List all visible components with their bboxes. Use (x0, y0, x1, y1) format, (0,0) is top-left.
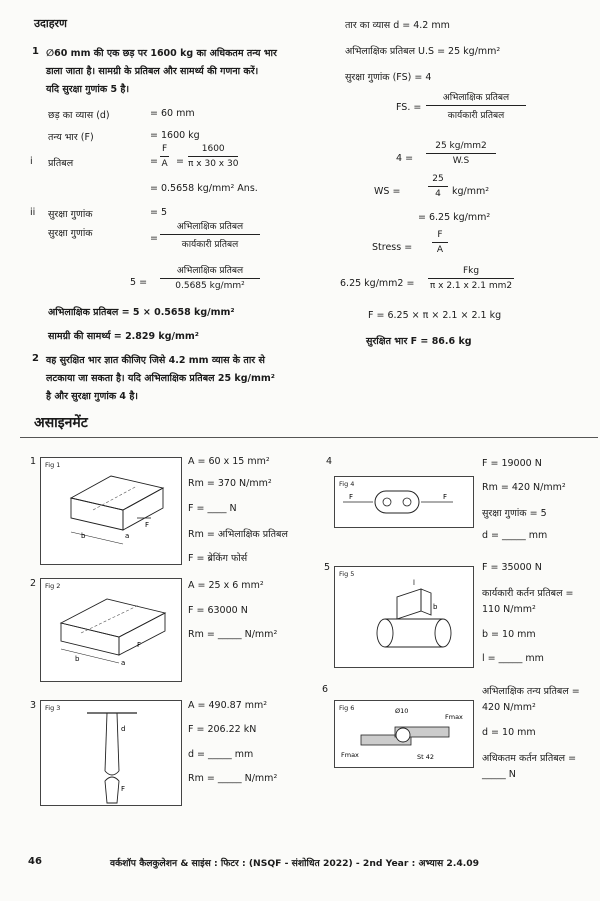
fig1-drawing (41, 458, 181, 564)
item3-line2: F = 206.22 kN (188, 724, 257, 735)
ws-lhs: WS = (374, 186, 401, 197)
svg-text:a: a (121, 659, 126, 667)
fig5-label: Fig 5 (339, 570, 355, 578)
svg-text:d: d (121, 725, 126, 733)
item6-line4: अधिकतम कर्तन प्रतिबल = (482, 753, 577, 764)
five-eq: 5 = (130, 277, 148, 288)
svg-text:Ø10: Ø10 (395, 707, 409, 715)
stress-frac: $\frac{F}{A}$ (432, 230, 448, 255)
svg-text:b: b (81, 532, 86, 540)
fig2-drawing (41, 579, 181, 681)
fs-frac: अभिलाक्षिक प्रतिबल कार्यकारी प्रतिबल (426, 90, 526, 121)
fig3-label: Fig 3 (45, 704, 61, 712)
eq-sign: = (150, 156, 158, 167)
fig1-box (40, 457, 182, 565)
item1-line2: Rm = 370 N/mm² (188, 478, 272, 489)
eq-sign-3: = (150, 233, 158, 244)
part-ii-roman: ii (30, 207, 36, 218)
item6-line1: अभिलाक्षिक तन्य प्रतिबल = (482, 686, 580, 697)
fig6-label: Fig 6 (339, 704, 355, 712)
part-ii-result1: अभिलाक्षिक प्रतिबल = 5 × 0.5658 kg/mm² (48, 307, 235, 318)
item6-line3: d = 10 mm (482, 727, 536, 738)
example-heading: उदाहरण (34, 17, 68, 30)
frac-1600: $\frac{1600}{\text{π x 30 x 30}}$ (188, 144, 239, 169)
item4-number: 4 (326, 456, 333, 467)
item1-line3: F = ____ N (188, 503, 237, 514)
item3-line1: A = 490.87 mm² (188, 700, 268, 711)
fig1-label: Fig 1 (45, 461, 61, 469)
fig5-box (334, 566, 474, 668)
item1-number: 1 (30, 456, 37, 467)
svg-text:F: F (349, 493, 354, 501)
fig2-label: Fig 2 (45, 582, 61, 590)
s625-lhs: 6.25 kg/mm2 = (340, 278, 415, 289)
svg-text:F: F (137, 641, 142, 649)
q1-line3: यदि सुरक्षा गुणांक 5 है। (46, 84, 130, 95)
s625-frac: Fkg π x 2.1 x 2.1 mm2 (429, 266, 513, 291)
item1-line4: Rm = अभिलाक्षिक प्रतिबल (188, 529, 288, 540)
f-line: F = 6.25 × π × 2.1 × 2.1 kg (368, 310, 502, 321)
ws-frac: $\frac{25}{4}$ (428, 174, 448, 199)
item4-line4: d = _____ mm (482, 530, 548, 541)
svg-text:F: F (145, 521, 150, 529)
item5-line5: l = _____ mm (482, 653, 544, 664)
given-d-value: = 60 mm (150, 108, 195, 119)
svg-text:Fmax: Fmax (445, 713, 463, 721)
svg-text:l: l (413, 579, 415, 587)
item3-line4: Rm = _____ N/mm² (188, 773, 278, 784)
item5-line1: F = 35000 N (482, 562, 542, 573)
part-ii-value1: = 5 (150, 207, 168, 218)
item4-line3: सुरक्षा गुणांक = 5 (482, 508, 547, 519)
eq-sign-2: = (176, 156, 184, 167)
fig4-drawing (335, 477, 473, 527)
part-i-roman: i (30, 156, 33, 167)
svg-text:a: a (125, 532, 130, 540)
four-lhs: 4 = (396, 153, 414, 164)
fig4-label: Fig 4 (339, 480, 355, 488)
q1-line2: डाला जाता है। सामग्री के प्रतिबल और सामर्थ्य की गणना करें। (46, 66, 259, 77)
fig6-box (334, 700, 474, 768)
item5-line2: कार्यकारी कर्तन प्रतिबल = (482, 588, 574, 599)
svg-text:F: F (443, 493, 448, 501)
right-l1: तार का व्यास d = 4.2 mm (345, 20, 450, 31)
item2-number: 2 (30, 578, 37, 589)
given-d-label: छड़ का व्यास (d) (48, 110, 110, 121)
fig5-drawing (335, 567, 473, 667)
item2-line1: A = 25 x 6 mm² (188, 580, 264, 591)
ws-result: = 6.25 kg/mm² (418, 212, 491, 223)
frac-ratio-2: अभिलाक्षिक प्रतिबल 0.5685 kg/mm² (160, 263, 260, 291)
item3-number: 3 (30, 700, 37, 711)
footer-text: वर्कशॉप कैलकुलेशन & साइंस : फिटर : (NSQF - संशोधित 2022) - 2nd Year : अभ्यास 2.4.09 (110, 858, 479, 869)
fs-lhs: FS. = (396, 102, 422, 113)
fig3-drawing (41, 701, 181, 805)
item5-line3: 110 N/mm² (482, 604, 536, 615)
item1-line1: A = 60 x 15 mm² (188, 456, 270, 467)
part-i-result: = 0.5658 kg/mm² Ans. (150, 183, 258, 194)
ws-unit: kg/mm² (452, 186, 490, 197)
svg-text:b: b (433, 603, 438, 611)
stress-lhs: Stress = (372, 242, 413, 253)
part-ii-result2: सामग्री की सामर्थ्य = 2.829 kg/mm² (48, 331, 199, 342)
assignment-heading: असाइनमेंट (34, 415, 88, 431)
fig6-drawing (335, 701, 473, 767)
q2-line3: है और सुरक्षा गुणांक 4 है। (46, 391, 138, 402)
item5-line4: b = 10 mm (482, 629, 536, 640)
fig4-box (334, 476, 474, 528)
svg-text:F: F (121, 785, 126, 793)
item6-number: 6 (322, 684, 329, 695)
q2-number: 2 (32, 353, 39, 364)
part-ii-label1: सुरक्षा गुणांक (48, 209, 93, 220)
fig2-box (40, 578, 182, 682)
item3-line3: d = _____ mm (188, 749, 254, 760)
item2-line2: F = 63000 N (188, 605, 248, 616)
svg-text:St 42: St 42 (417, 753, 435, 761)
item2-line3: Rm = _____ N/mm² (188, 629, 278, 640)
q1-line1: ∅60 mm की एक छड़ पर 1600 kg का अधिकतम तन्य भार (46, 48, 277, 59)
fig3-box (40, 700, 182, 806)
item6-line5: _____ N (482, 769, 516, 780)
svg-text:b: b (75, 655, 80, 663)
svg-text:Fmax: Fmax (341, 751, 359, 759)
item1-line5: F = ब्रेकिंग फोर्स (188, 553, 248, 564)
safe-load: सुरक्षित भार F = 86.6 kg (366, 336, 472, 347)
item4-line1: F = 19000 N (482, 458, 542, 469)
right-l2: अभिलाक्षिक प्रतिबल U.S = 25 kg/mm² (345, 46, 501, 57)
four-frac: $\frac{25 kg/mm2}{W.S}$ (426, 141, 496, 166)
given-f-label: तन्य भार (F) (48, 132, 94, 143)
part-ii-label2: सुरक्षा गुणांक (48, 228, 93, 239)
part-i-label: प्रतिबल (48, 158, 74, 169)
section-divider (20, 437, 598, 438)
q2-line1: वह सुरक्षित भार ज्ञात कीजिए जिसे 4.2 mm व्यास के तार से (46, 355, 265, 366)
item6-line2: 420 N/mm² (482, 702, 536, 713)
frac-ratio: अभिलाक्षिक प्रतिबल कार्यकारी प्रतिबल (160, 219, 260, 250)
item5-number: 5 (324, 562, 331, 573)
item4-line2: Rm = 420 N/mm² (482, 482, 566, 493)
page-number: 46 (28, 856, 42, 867)
frac-f-over-a: $\frac{F}{A}$ (161, 144, 168, 169)
given-f-value: = 1600 kg (150, 130, 200, 141)
right-l3: सुरक्षा गुणांक (FS) = 4 (345, 72, 432, 83)
q1-number: 1 (32, 46, 39, 57)
q2-line2: लटकाया जा सकता है। यदि अभिलाक्षिक प्रतिबल 25 kg/mm² (46, 373, 275, 384)
